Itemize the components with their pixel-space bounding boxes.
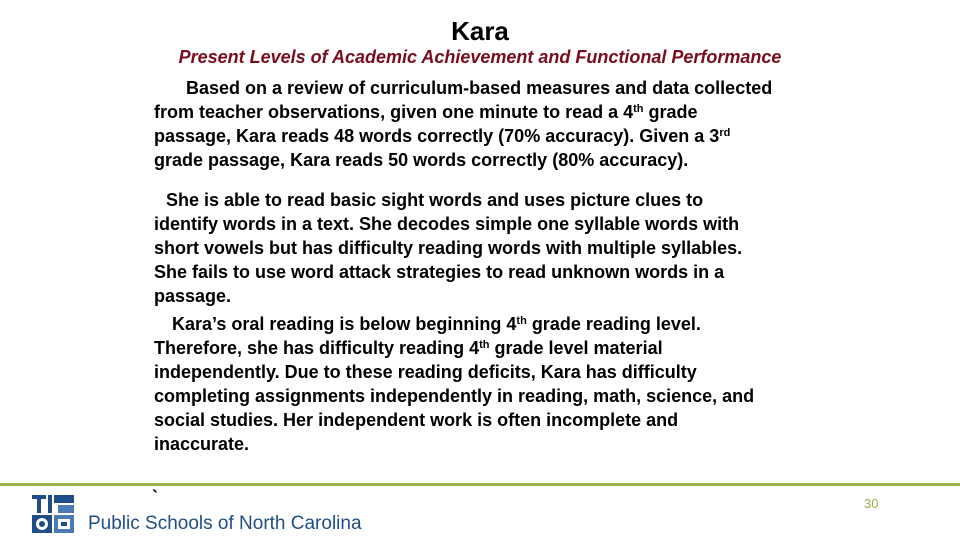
page-number: 30 [864, 496, 879, 511]
slide-subtitle: Present Levels of Academic Achievement and Functional Performance [178, 47, 782, 67]
text-line: independently. Due to these reading deficits, Kara has difficulty [154, 362, 697, 382]
slide-title: Kara [451, 16, 509, 46]
superscript: th [479, 339, 490, 351]
text-line: from teacher observations, given one minute to read a 4th grade [154, 102, 698, 122]
text-line: social studies. Her independent work is often incomplete and [154, 410, 679, 430]
text-line: She is able to read basic sight words and uses picture clues to [166, 190, 704, 210]
text-line: grade passage, Kara reads 50 words correctly (80% accuracy). [154, 150, 689, 170]
footer-divider [0, 483, 960, 486]
superscript: th [633, 103, 644, 115]
text-line: passage. [154, 286, 232, 306]
text-line: She fails to use word attack strategies to read unknown words in a [154, 262, 725, 282]
superscript: th [516, 315, 527, 327]
ncdpi-logo-icon [30, 493, 76, 535]
paragraph-reading-level-impact [154, 312, 834, 456]
text-line: passage, Kara reads 48 words correctly (70% accuracy). Given a 3rd [154, 126, 731, 146]
text-line: Based on a review of curriculum-based measures and data collected [186, 78, 773, 98]
text-line: short vowels but has difficulty reading words with multiple syllables. [154, 238, 743, 258]
superscript: rd [719, 127, 731, 139]
text-line: identify words in a text. She decodes simple one syllable words with [154, 214, 740, 234]
text-line: Therefore, she has difficulty reading 4th grade level material [154, 338, 663, 358]
stray-mark: ` [152, 487, 158, 507]
logo-text: Public Schools of North Carolina [88, 513, 362, 534]
text-line: Kara’s oral reading is below beginning 4th grade reading level. [172, 314, 701, 334]
text-line: inaccurate. [154, 434, 250, 454]
text-line: completing assignments independently in reading, math, science, and [154, 386, 755, 406]
paragraph-decoding-skills [154, 188, 834, 308]
paragraph-reading-fluency [154, 76, 834, 172]
